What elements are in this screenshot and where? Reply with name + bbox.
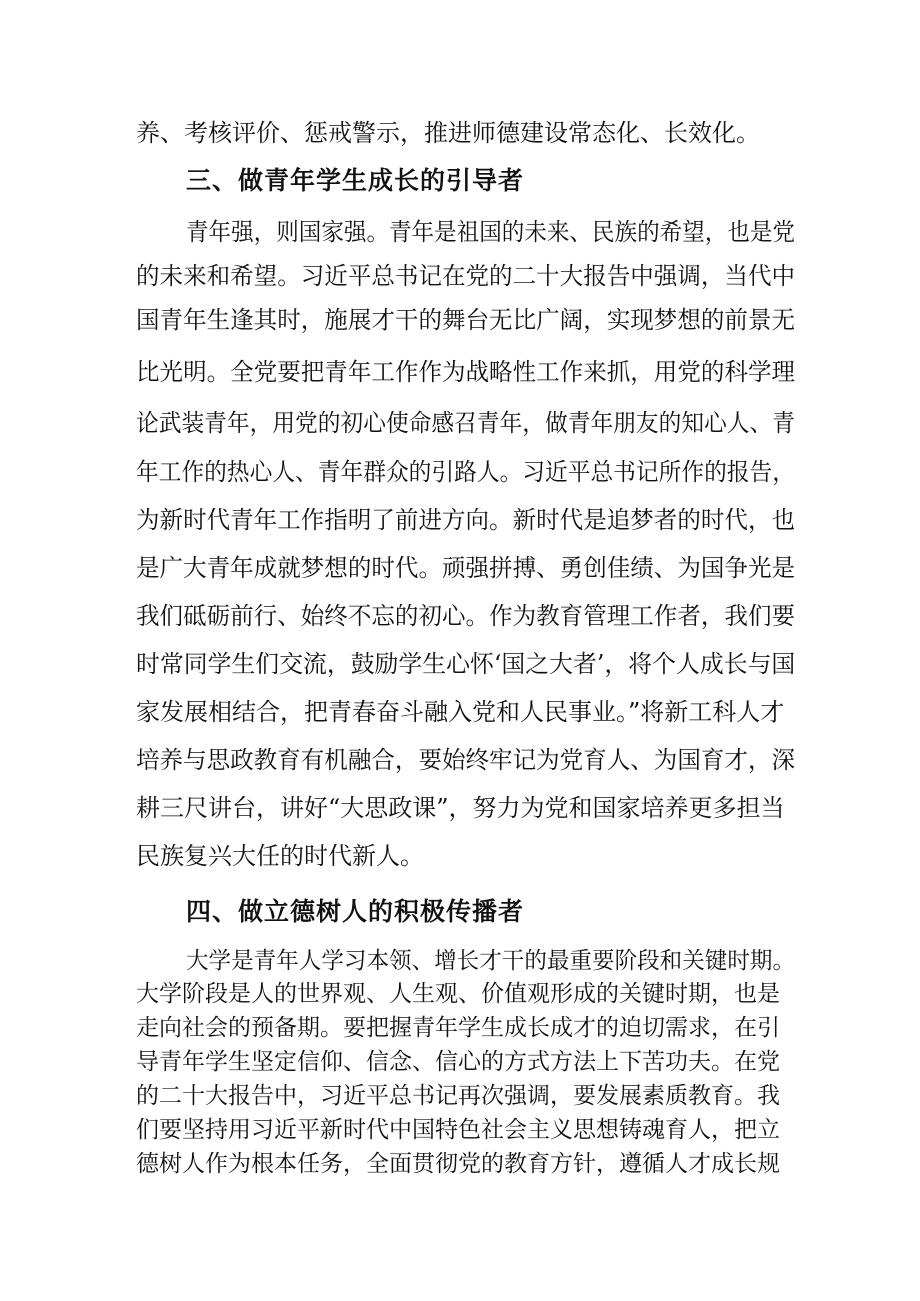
section-4-line: 走向社会的预备期。要把握青年学生成长成才的迫切需求，在引 <box>136 1015 780 1041</box>
section-3-line: 是广大青年成就梦想的时代。顽强拼搏、勇创佳绩、为国争光是 <box>136 554 796 582</box>
section-3-line: 培养与思政教育有机融合，要始终牢记为党育人、为国育才，深 <box>136 746 796 774</box>
section-3-line: 耕三尺讲台，讲好“大思政课”，努力为党和国家培养更多担当 <box>136 794 785 822</box>
section-3-line: 国青年生逢其时，施展才干的舞台无比广阔，实现梦想的前景无 <box>136 306 796 334</box>
section-3-line: 的未来和希望。习近平总书记在党的二十大报告中强调，当代中 <box>136 262 796 290</box>
section-4-heading: 四、做立德树人的积极传播者 <box>186 897 525 926</box>
section-4-line: 导青年学生坚定信仰、信念、信心的方式方法上下苦功夫。在党 <box>136 1049 780 1075</box>
section-4-line: 们要坚持用习近平新时代中国特色社会主义思想铸魂育人，把立 <box>136 1117 780 1143</box>
section-3-line: 比光明。全党要把青年工作作为战略性工作来抓，用党的科学理 <box>136 358 796 386</box>
intro-line: 养、考核评价、惩戒警示，推进师德建设常态化、长效化。 <box>136 119 760 147</box>
section-4-line: 大学阶段是人的世界观、人生观、价值观形成的关键时期，也是 <box>136 981 780 1007</box>
section-3-line: 年工作的热心人、青年群众的引路人。习近平总书记所作的报告， <box>136 458 795 486</box>
section-3-line: 青年强，则国家强。青年是祖国的未来、民族的希望，也是党 <box>186 218 795 246</box>
section-3-line: 时常同学生们交流，鼓励学生心怀‘国之大者’，将个人成长与国 <box>136 650 796 678</box>
section-3-line: 家发展相结合，把青春奋斗融入党和人民事业。”将新工科人才 <box>136 698 785 726</box>
section-3-line: 论武装青年，用党的初心使命感召青年，做青年朋友的知心人、青 <box>136 409 795 437</box>
section-3-line: 民族复兴大任的时代新人。 <box>136 842 424 870</box>
section-4-line: 大学是青年人学习本领、增长才干的最重要阶段和关键时期。 <box>186 948 796 974</box>
section-4-line: 的二十大报告中，习近平总书记再次强调，要发展素质教育。我 <box>136 1083 780 1109</box>
section-3-heading: 三、做青年学生成长的引导者 <box>186 166 525 195</box>
section-3-line: 我们砥砺前行、始终不忘的初心。作为教育管理工作者，我们要 <box>136 602 796 630</box>
section-3-line: 为新时代青年工作指明了前进方向。新时代是追梦者的时代，也 <box>136 506 796 534</box>
section-4-line: 德树人作为根本任务，全面贯彻党的教育方针，遵循人才成长规 <box>136 1151 780 1177</box>
